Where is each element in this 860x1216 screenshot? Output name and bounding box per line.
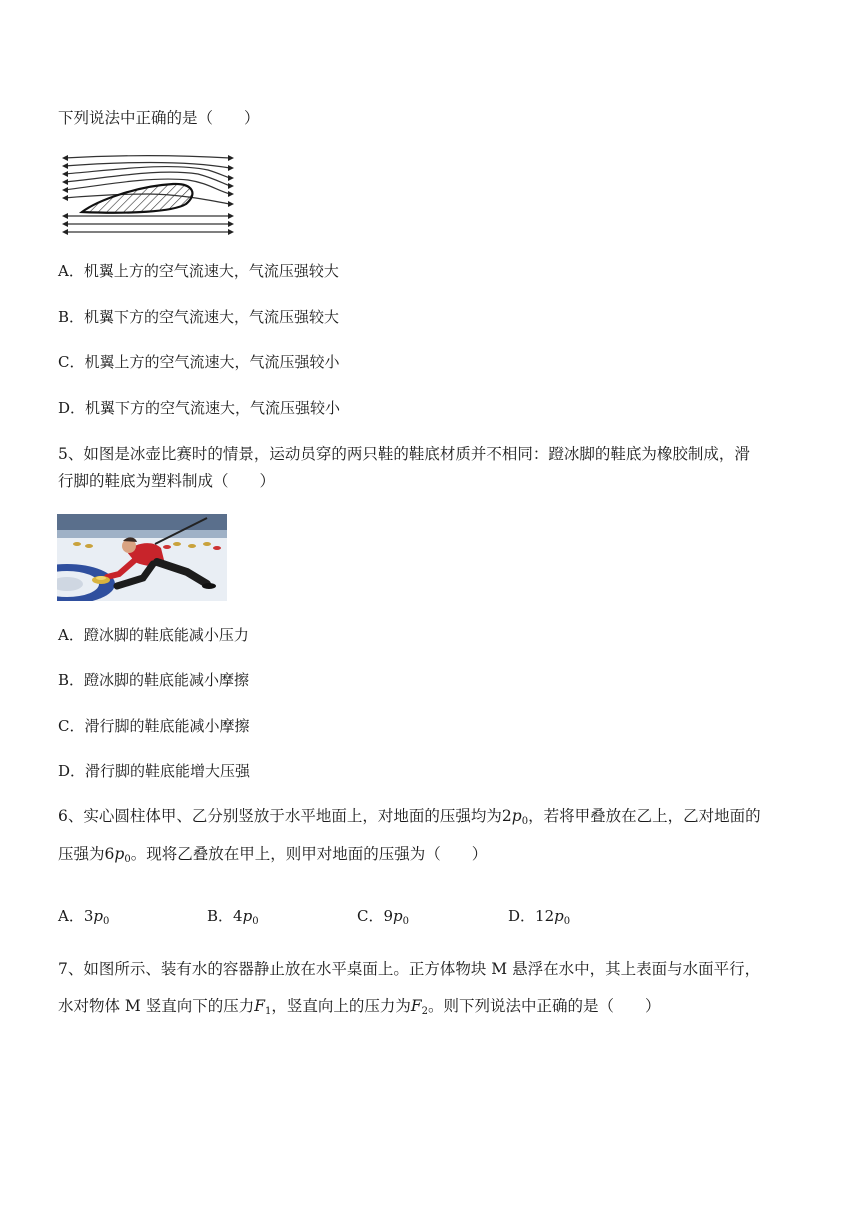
q4-option-d: D．机翼下方的空气流速大，气流压强较小 (58, 399, 341, 417)
q6-option-b-p: p (242, 907, 253, 925)
q4-stem: 下列说法中正确的是（ ） (58, 109, 260, 127)
airfoil-streamline-figure (58, 150, 238, 238)
q7-line2-text-c: 。则下列说法中正确的是（ ） (428, 997, 661, 1015)
q6-option-a (58, 905, 109, 927)
q6-option-b-label: B． (207, 907, 234, 925)
q5-option-d: D．滑行脚的鞋底能增大压强 (58, 762, 251, 780)
q6-option-d-label: D． (508, 907, 536, 925)
q6-line2-p: p (114, 845, 125, 863)
q5-option-c: C．滑行脚的鞋底能减小摩擦 (58, 717, 250, 735)
q7-f1: F (254, 997, 265, 1015)
q6-line2-text-a: 压强为 (58, 845, 105, 863)
q5-stem-line2: 行脚的鞋底为塑料制成（ ） (58, 472, 276, 490)
q7-f1-sub: 1 (265, 1006, 272, 1017)
q6-line1-p-sub: 0 (521, 816, 529, 827)
q6-option-c-sub: 0 (402, 916, 410, 927)
q6-option-a-label: A． (58, 907, 84, 925)
q6-line2-text-b: 。现将乙叠放在甲上，则甲对地面的压强为（ ） (130, 845, 488, 863)
streamline (64, 156, 230, 158)
q6-option-a-coef: 3 (83, 907, 94, 925)
q7-line2-text-b: ，竖直向上的压力为 (271, 997, 411, 1015)
q6-line2-p-sub: 0 (124, 854, 131, 865)
q7-f2-sub: 2 (421, 1006, 429, 1017)
q6-line1-p: p (511, 807, 522, 825)
curling-photo (57, 514, 227, 601)
q6-stem-line1 (58, 805, 761, 833)
q4-option-c: C．机翼上方的空气流速大，气流压强较小 (58, 353, 340, 371)
q7-stem-line2 (58, 995, 661, 1023)
q6-line2-coef: 6 (104, 845, 115, 863)
q5-stem-line1: 5、如图是冰壶比赛时的情景，运动员穿的两只鞋的鞋底材质并不相同：蹬冰脚的鞋底为橡胶制成，滑 (58, 445, 750, 463)
q5-option-b: B．蹬冰脚的鞋底能减小摩擦 (58, 671, 250, 689)
q6-option-d-p: p (554, 907, 564, 925)
q6-option-c-label: C． (357, 907, 384, 925)
q5-option-a: A．蹬冰脚的鞋底能减小压力 (58, 626, 249, 644)
q6-stem-line2 (58, 843, 487, 871)
q6-line1-text-b: ，若将甲叠放在乙上，乙对地面的 (528, 807, 761, 825)
q7-line2-text-a: 水对物体 M 竖直向下的压力 (58, 997, 255, 1015)
q4-option-a: A．机翼上方的空气流速大，气流压强较大 (58, 262, 339, 280)
q6-option-c (357, 905, 409, 927)
q7-stem-line1: 7、如图所示、装有水的容器静止放在水平桌面上。正方体物块 M 悬浮在水中，其上表面与水面平行， (58, 960, 761, 978)
q6-option-a-sub: 0 (103, 916, 110, 927)
wing-shape (82, 184, 192, 213)
q6-line1-text-a: 6、实心圆柱体甲、乙分别竖放于水平地面上，对地面的压强均为 (58, 807, 502, 825)
q7-f2: F (410, 997, 422, 1015)
q6-options-row (58, 905, 658, 927)
q6-line1-coef: 2 (501, 807, 512, 825)
q6-option-c-p: p (393, 907, 403, 925)
q6-option-a-p: p (93, 907, 103, 925)
q4-option-b: B．机翼下方的空气流速大，气流压强较大 (58, 308, 340, 326)
q6-option-d-coef: 12 (535, 907, 555, 925)
q6-option-b-coef: 4 (233, 907, 243, 925)
q6-option-b (207, 905, 259, 927)
q6-option-d (508, 905, 570, 927)
q6-option-c-coef: 9 (383, 907, 394, 925)
q6-option-b-sub: 0 (252, 916, 259, 927)
q6-option-d-sub: 0 (563, 916, 571, 927)
